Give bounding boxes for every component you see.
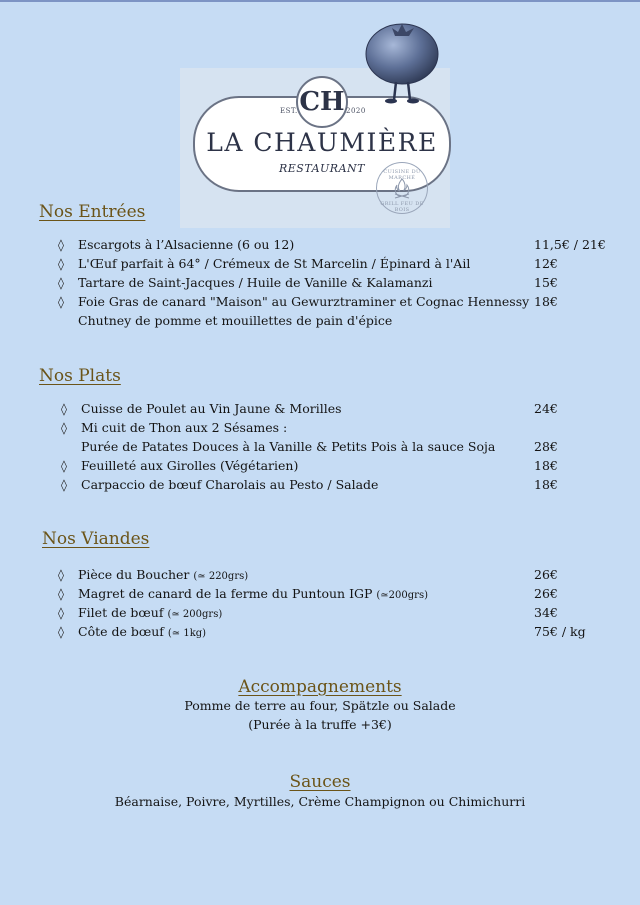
viande-price-1: 26€	[534, 567, 558, 582]
plat-item-4: Carpaccio de bœuf Charolais au Pesto / Salade	[81, 477, 379, 492]
plat-price-4: 18€	[534, 477, 558, 492]
viande-item-4	[78, 624, 206, 639]
entree-item-2: L'Œuf parfait à 64° / Crémeux de St Marcelin / Épinard à l'Ail	[78, 256, 471, 271]
stamp-bottom-text: GRILL FEU DE BOIS	[380, 201, 424, 213]
viande-note-1: (≃ 220grs)	[193, 571, 249, 582]
plat-price-3: 18€	[534, 458, 558, 473]
section-title-entrees: Nos Entrées	[39, 202, 146, 222]
logo-year: 2020	[346, 107, 366, 115]
bullet-icon: ◊	[58, 295, 64, 309]
viande-item-1	[78, 567, 248, 582]
logo-est: EST.	[280, 107, 298, 115]
entree-price-3: 15€	[534, 275, 558, 290]
section-title-viandes: Nos Viandes	[42, 529, 150, 549]
logo-monogram	[296, 76, 348, 128]
top-border	[0, 0, 640, 2]
entree-item-3: Tartare de Saint-Jacques / Huile de Vanille & Kalamanzi	[78, 275, 433, 290]
plat-price-2: 28€	[534, 439, 558, 454]
accompagnements-line-1: Pomme de terre au four, Spätzle ou Salade	[184, 698, 456, 713]
viande-note-3: (≃ 200grs)	[167, 609, 223, 620]
entree-item-4-line2: Chutney de pomme et mouillettes de pain d'épice	[78, 313, 393, 328]
sauces-line-1: Béarnaise, Poivre, Myrtilles, Crème Champignon ou Chimichurri	[114, 794, 526, 809]
section-title-sauces: Sauces	[289, 772, 351, 792]
plat-item-2: Mi cuit de Thon aux 2 Sésames :	[81, 420, 288, 435]
plat-item-2-line2: Purée de Patates Douces à la Vanille & Petits Pois à la sauce Soja	[81, 439, 496, 454]
section-title-plats: Nos Plats	[39, 366, 121, 386]
entree-item-4: Foie Gras de canard "Maison" au Gewurztraminer et Cognac Hennessy	[78, 294, 530, 309]
viande-name-2: Magret de canard de la ferme du Puntoun IGP	[78, 586, 373, 601]
stamp-seal	[376, 162, 428, 214]
bullet-icon: ◊	[58, 625, 64, 639]
section-title-accompagnements: Accompagnements	[238, 677, 402, 697]
bullet-icon: ◊	[58, 587, 64, 601]
monogram-text: CH	[299, 87, 345, 117]
bullet-icon: ◊	[58, 238, 64, 252]
viande-price-4: 75€ / kg	[534, 624, 586, 639]
viande-price-2: 26€	[534, 586, 558, 601]
plat-price-1: 24€	[534, 401, 558, 416]
accompagnements-line-2: (Purée à la truffe +3€)	[248, 717, 392, 732]
bullet-icon: ◊	[58, 257, 64, 271]
bullet-icon: ◊	[58, 276, 64, 290]
viande-price-3: 34€	[534, 605, 558, 620]
bullet-icon: ◊	[58, 568, 64, 582]
viande-item-2	[78, 586, 428, 601]
tomato-icon	[362, 14, 442, 106]
plat-item-1: Cuisse de Poulet au Vin Jaune & Morilles	[81, 401, 342, 416]
entree-price-2: 12€	[534, 256, 558, 271]
viande-note-2: (≃200grs)	[376, 590, 428, 601]
entree-price-4: 18€	[534, 294, 558, 309]
bullet-icon: ◊	[61, 421, 67, 435]
viande-item-3	[78, 605, 222, 620]
entree-item-1: Escargots à l’Alsacienne (6 ou 12)	[78, 237, 295, 252]
stamp-top-text: CUISINE DU MARCHÉ	[383, 169, 421, 181]
restaurant-name: LA CHAUMIÈRE	[206, 128, 438, 157]
viande-name-4: Côte de bœuf	[78, 624, 164, 639]
entree-price-1: 11,5€ / 21€	[534, 237, 606, 252]
bullet-icon: ◊	[61, 478, 67, 492]
bullet-icon: ◊	[61, 459, 67, 473]
viande-name-1: Pièce du Boucher	[78, 567, 190, 582]
viande-note-4: (≃ 1kg)	[167, 628, 207, 639]
plat-item-3: Feuilleté aux Girolles (Végétarien)	[81, 458, 299, 473]
bullet-icon: ◊	[61, 402, 67, 416]
viande-name-3: Filet de bœuf	[78, 605, 164, 620]
bullet-icon: ◊	[58, 606, 64, 620]
restaurant-subtitle: RESTAURANT	[279, 162, 365, 175]
